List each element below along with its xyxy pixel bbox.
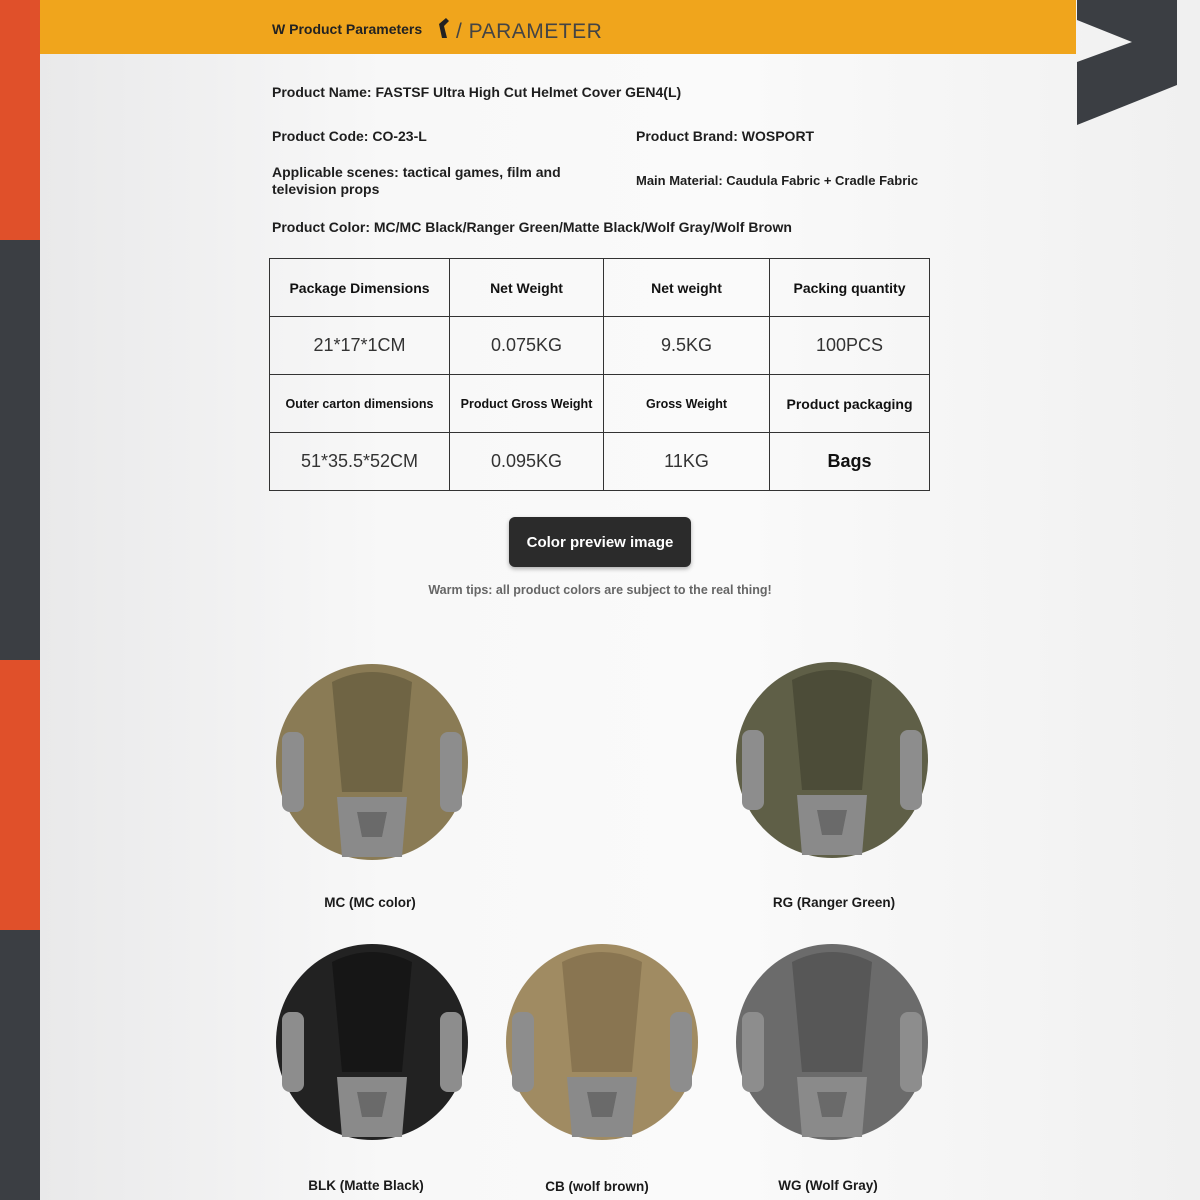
- applicable-scenes-line1: Applicable scenes: tactical games, film and: [272, 164, 561, 180]
- variant-caption-mc: MC (MC color): [324, 895, 416, 910]
- left-orange-stripe: [0, 0, 40, 240]
- parameters-table: [269, 258, 930, 491]
- table-header-cell: Product Gross Weight: [450, 375, 604, 433]
- table-header-row: [270, 259, 930, 317]
- table-header-cell: Gross Weight: [604, 375, 770, 433]
- table-header-cell: Net Weight: [450, 259, 604, 317]
- table-header-cell: Packing quantity: [770, 259, 930, 317]
- table-cell: 51*35.5*52CM: [270, 433, 450, 491]
- header-title: W Product Parameters: [272, 21, 423, 37]
- table-header-cell: Net weight: [604, 259, 770, 317]
- warm-tips: Warm tips: all product colors are subject to the real thing!: [428, 583, 772, 597]
- table-cell: 100PCS: [770, 317, 930, 375]
- table-cell: 11KG: [604, 433, 770, 491]
- table-header-cell: Product packaging: [770, 375, 930, 433]
- table-row: [270, 433, 930, 491]
- product-brand: Product Brand: WOSPORT: [636, 128, 815, 144]
- table-header-cell: Outer carton dimensions: [270, 375, 450, 433]
- left-orange-stripe-lower: [0, 660, 40, 930]
- table-row: [270, 317, 930, 375]
- table-cell: 9.5KG: [604, 317, 770, 375]
- table-cell: 21*17*1CM: [270, 317, 450, 375]
- header-subtitle: / PARAMETER: [456, 20, 603, 43]
- header-mark-icon: [439, 18, 449, 38]
- helmet-image-cb: [502, 942, 702, 1142]
- product-code: Product Code: CO-23-L: [272, 128, 427, 144]
- chevron-arrow-icon: [1077, 0, 1177, 125]
- variant-caption-blk: BLK (Matte Black): [308, 1178, 424, 1193]
- main-material: Main Material: Caudula Fabric + Cradle Fabric: [636, 173, 919, 188]
- variant-caption-cb: CB (wolf brown): [545, 1179, 649, 1194]
- table-cell: 0.095KG: [450, 433, 604, 491]
- header-bar: [40, 0, 1076, 54]
- helmet-image-wg: [732, 942, 932, 1142]
- product-color: Product Color: MC/MC Black/Ranger Green/Matte Black/Wolf Gray/Wolf Brown: [272, 219, 792, 235]
- applicable-scenes-line2: television props: [272, 181, 380, 197]
- product-name: Product Name: FASTSF Ultra High Cut Helmet Cover GEN4(L): [272, 84, 682, 100]
- helmet-image-rg: [732, 660, 932, 860]
- table-header-row: [270, 375, 930, 433]
- variant-caption-rg: RG (Ranger Green): [772, 895, 896, 910]
- helmet-image-mc: [272, 662, 472, 862]
- table-cell: Bags: [770, 433, 930, 491]
- helmet-image-blk: [272, 942, 472, 1142]
- table-cell: 0.075KG: [450, 317, 604, 375]
- variant-caption-wg: WG (Wolf Gray): [778, 1178, 878, 1193]
- color-preview-button[interactable]: Color preview image: [509, 517, 691, 567]
- table-header-cell: Package Dimensions: [270, 259, 450, 317]
- product-page: [40, 0, 1200, 1200]
